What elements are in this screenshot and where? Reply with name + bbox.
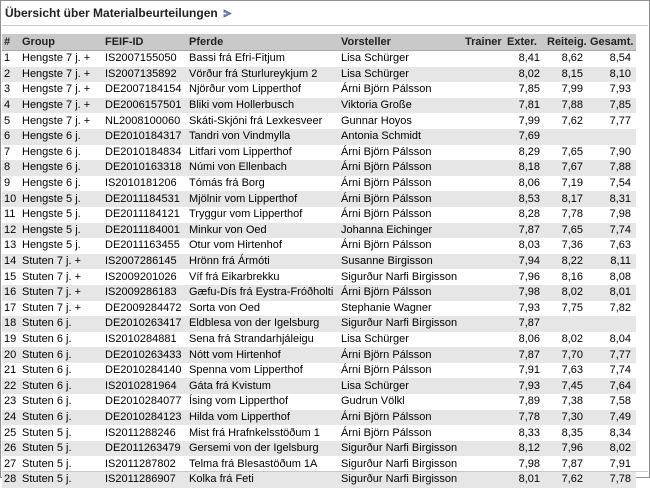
row-feif-id: IS2009286183 bbox=[103, 285, 187, 301]
row-horse-name: Númi von Ellenbach bbox=[187, 160, 339, 176]
row-trainer bbox=[463, 176, 505, 192]
row-trainer bbox=[463, 316, 505, 332]
row-ridden-ability: 8,15 bbox=[545, 67, 588, 83]
row-ridden-ability: 7,67 bbox=[545, 160, 588, 176]
table-row[interactable] bbox=[2, 301, 636, 317]
row-feif-id: IS2010281964 bbox=[103, 378, 187, 394]
row-number: 2 bbox=[2, 67, 20, 83]
row-horse-name: Ísing vom Lipperthof bbox=[187, 394, 339, 410]
row-exterior: 7,96 bbox=[505, 269, 545, 285]
row-horse-name: Hilda vom Lipperthof bbox=[187, 410, 339, 426]
row-total: 7,93 bbox=[588, 82, 636, 98]
row-number: 22 bbox=[2, 378, 20, 394]
table-row[interactable] bbox=[2, 347, 636, 363]
table-row[interactable] bbox=[2, 254, 636, 270]
row-number: 7 bbox=[2, 145, 20, 161]
row-horse-name: Tryggur vom Lipperthof bbox=[187, 207, 339, 223]
row-group: Hengste 5 j. bbox=[20, 238, 103, 254]
column-header-horse[interactable]: Pferde bbox=[187, 34, 339, 51]
table-row[interactable] bbox=[2, 394, 636, 410]
row-exterior: 8,53 bbox=[505, 191, 545, 207]
row-ridden-ability: 7,30 bbox=[545, 410, 588, 426]
row-presenter: Árni Björn Pálsson bbox=[339, 145, 463, 161]
row-ridden-ability: 7,36 bbox=[545, 238, 588, 254]
row-horse-name: Sorta von Oed bbox=[187, 301, 339, 317]
row-presenter: Árni Björn Pálsson bbox=[339, 238, 463, 254]
row-ridden-ability: 7,62 bbox=[545, 472, 588, 488]
row-feif-id: DE2011163455 bbox=[103, 238, 187, 254]
row-horse-name: Tandri von Vindmylla bbox=[187, 129, 339, 145]
row-group: Stuten 7 j. + bbox=[20, 254, 103, 270]
table-row[interactable] bbox=[2, 223, 636, 239]
row-trainer bbox=[463, 363, 505, 379]
column-header-ridden-ability[interactable]: Reiteig. bbox=[545, 34, 588, 51]
row-exterior: 7,69 bbox=[505, 129, 545, 145]
row-number: 5 bbox=[2, 113, 20, 129]
row-group: Stuten 7 j. + bbox=[20, 285, 103, 301]
row-presenter: Sigurður Narfi Birgisson bbox=[339, 456, 463, 472]
row-total: 7,85 bbox=[588, 98, 636, 114]
column-header-number[interactable]: # bbox=[2, 34, 20, 51]
row-horse-name: Skáti-Skjóni frá Lexkesveer bbox=[187, 113, 339, 129]
row-trainer bbox=[463, 269, 505, 285]
row-presenter: Árni Björn Pálsson bbox=[339, 82, 463, 98]
row-number: 18 bbox=[2, 316, 20, 332]
table-header-row bbox=[2, 34, 636, 51]
table-row[interactable] bbox=[2, 176, 636, 192]
row-horse-name: Gæfu-Dís frá Eystra-Fróðholti bbox=[187, 285, 339, 301]
row-horse-name: Víf frá Eikarbrekku bbox=[187, 269, 339, 285]
row-presenter: Johanna Eichinger bbox=[339, 223, 463, 239]
row-ridden-ability: 8,02 bbox=[545, 285, 588, 301]
panel-title: Übersicht über Materialbeurteilungen bbox=[5, 6, 218, 20]
row-horse-name: Tómás frá Borg bbox=[187, 176, 339, 192]
row-trainer bbox=[463, 347, 505, 363]
table-row[interactable] bbox=[2, 285, 636, 301]
row-presenter: Árni Björn Pálsson bbox=[339, 410, 463, 426]
row-group: Stuten 6 j. bbox=[20, 347, 103, 363]
table-row[interactable] bbox=[2, 113, 636, 129]
row-trainer bbox=[463, 472, 505, 488]
row-ridden-ability: 8,62 bbox=[545, 51, 588, 67]
row-feif-id: DE2011184531 bbox=[103, 191, 187, 207]
row-feif-id: DE2010284077 bbox=[103, 394, 187, 410]
column-header-group[interactable]: Group bbox=[20, 34, 103, 51]
row-exterior: 8,41 bbox=[505, 51, 545, 67]
row-horse-name: Gersemi von der Igelsburg bbox=[187, 441, 339, 457]
row-number: 23 bbox=[2, 394, 20, 410]
row-trainer bbox=[463, 378, 505, 394]
table-row[interactable] bbox=[2, 441, 636, 457]
row-group: Hengste 5 j. bbox=[20, 223, 103, 239]
row-presenter: Sigurður Narfi Birgisson bbox=[339, 472, 463, 488]
table-row[interactable] bbox=[2, 363, 636, 379]
results-table bbox=[2, 34, 636, 488]
row-exterior: 8,06 bbox=[505, 176, 545, 192]
row-feif-id: IS2009201026 bbox=[103, 269, 187, 285]
row-exterior: 8,18 bbox=[505, 160, 545, 176]
row-number: 21 bbox=[2, 363, 20, 379]
row-total: 7,82 bbox=[588, 301, 636, 317]
row-presenter: Susanne Birgisson bbox=[339, 254, 463, 270]
row-total: 8,04 bbox=[588, 332, 636, 348]
row-total: 8,34 bbox=[588, 425, 636, 441]
row-group: Stuten 5 j. bbox=[20, 425, 103, 441]
row-trainer bbox=[463, 191, 505, 207]
column-header-trainer[interactable]: Trainer bbox=[463, 34, 505, 51]
row-presenter: Lisa Schürger bbox=[339, 51, 463, 67]
row-total: 7,49 bbox=[588, 410, 636, 426]
row-number: 25 bbox=[2, 425, 20, 441]
row-total: 8,11 bbox=[588, 254, 636, 270]
row-ridden-ability: 7,99 bbox=[545, 82, 588, 98]
row-presenter: Árni Björn Pálsson bbox=[339, 191, 463, 207]
row-group: Hengste 7 j. + bbox=[20, 51, 103, 67]
row-ridden-ability: 7,96 bbox=[545, 441, 588, 457]
row-total: 7,63 bbox=[588, 238, 636, 254]
row-trainer bbox=[463, 441, 505, 457]
row-ridden-ability: 7,19 bbox=[545, 176, 588, 192]
row-total bbox=[588, 129, 636, 145]
row-ridden-ability: 7,62 bbox=[545, 113, 588, 129]
row-number: 27 bbox=[2, 456, 20, 472]
row-presenter: Viktoria Große bbox=[339, 98, 463, 114]
row-horse-name: Otur vom Hirtenhof bbox=[187, 238, 339, 254]
row-number: 1 bbox=[2, 51, 20, 67]
row-number: 12 bbox=[2, 223, 20, 239]
row-ridden-ability: 8,22 bbox=[545, 254, 588, 270]
row-total: 7,88 bbox=[588, 160, 636, 176]
row-exterior: 7,98 bbox=[505, 456, 545, 472]
row-horse-name: Telma frá Blesastöðum 1A bbox=[187, 456, 339, 472]
table-row[interactable] bbox=[2, 145, 636, 161]
table-row[interactable] bbox=[2, 67, 636, 83]
row-number: 9 bbox=[2, 176, 20, 192]
bottom-divider bbox=[2, 471, 648, 472]
row-presenter: Árni Björn Pálsson bbox=[339, 207, 463, 223]
row-group: Hengste 7 j. + bbox=[20, 82, 103, 98]
row-exterior: 7,93 bbox=[505, 378, 545, 394]
row-group: Stuten 5 j. bbox=[20, 441, 103, 457]
row-ridden-ability bbox=[545, 129, 588, 145]
row-group: Hengste 6 j. bbox=[20, 176, 103, 192]
row-exterior: 8,29 bbox=[505, 145, 545, 161]
row-feif-id: IS2007155050 bbox=[103, 51, 187, 67]
row-number: 8 bbox=[2, 160, 20, 176]
row-group: Hengste 5 j. bbox=[20, 207, 103, 223]
row-total: 7,91 bbox=[588, 456, 636, 472]
row-ridden-ability: 7,45 bbox=[545, 378, 588, 394]
table-row[interactable] bbox=[2, 238, 636, 254]
row-total: 7,64 bbox=[588, 378, 636, 394]
table-row[interactable] bbox=[2, 207, 636, 223]
row-exterior: 7,85 bbox=[505, 82, 545, 98]
row-exterior: 7,87 bbox=[505, 223, 545, 239]
row-horse-name: Sena frá Strandarhjáleigu bbox=[187, 332, 339, 348]
row-feif-id: IS2010181206 bbox=[103, 176, 187, 192]
row-exterior: 8,12 bbox=[505, 441, 545, 457]
column-header-feif-id[interactable]: FEIF-ID bbox=[103, 34, 187, 51]
row-group: Stuten 7 j. + bbox=[20, 301, 103, 317]
row-ridden-ability: 7,87 bbox=[545, 456, 588, 472]
row-horse-name: Bassi frá Efri-Fitjum bbox=[187, 51, 339, 67]
row-number: 28 bbox=[2, 472, 20, 488]
row-group: Stuten 5 j. bbox=[20, 472, 103, 488]
row-horse-name: Mist frá Hrafnkelsstöðum 1 bbox=[187, 425, 339, 441]
row-presenter: Gudrun Völkl bbox=[339, 394, 463, 410]
table-row[interactable] bbox=[2, 98, 636, 114]
row-number: 16 bbox=[2, 285, 20, 301]
column-header-presenter[interactable]: Vorsteller bbox=[339, 34, 463, 51]
row-ridden-ability: 8,17 bbox=[545, 191, 588, 207]
row-trainer bbox=[463, 98, 505, 114]
row-exterior: 8,06 bbox=[505, 332, 545, 348]
row-total: 7,58 bbox=[588, 394, 636, 410]
row-trainer bbox=[463, 67, 505, 83]
row-total: 7,54 bbox=[588, 176, 636, 192]
row-exterior: 8,01 bbox=[505, 472, 545, 488]
row-feif-id: DE2010163318 bbox=[103, 160, 187, 176]
table-row[interactable] bbox=[2, 332, 636, 348]
row-ridden-ability: 8,35 bbox=[545, 425, 588, 441]
row-trainer bbox=[463, 223, 505, 239]
row-trainer bbox=[463, 51, 505, 67]
table-row[interactable] bbox=[2, 82, 636, 98]
expand-arrow-icon[interactable] bbox=[223, 9, 233, 18]
row-presenter: Sigurður Narfi Birgisson bbox=[339, 269, 463, 285]
row-horse-name: Minkur von Oed bbox=[187, 223, 339, 239]
row-exterior: 7,78 bbox=[505, 410, 545, 426]
row-exterior: 8,02 bbox=[505, 67, 545, 83]
row-trainer bbox=[463, 254, 505, 270]
row-feif-id: IS2011286907 bbox=[103, 472, 187, 488]
row-presenter: Árni Björn Pálsson bbox=[339, 176, 463, 192]
row-horse-name: Vörður frá Sturlureykjum 2 bbox=[187, 67, 339, 83]
row-number: 17 bbox=[2, 301, 20, 317]
row-exterior: 7,81 bbox=[505, 98, 545, 114]
row-exterior: 7,89 bbox=[505, 394, 545, 410]
row-total: 8,02 bbox=[588, 441, 636, 457]
column-header-exterior[interactable]: Exter. bbox=[505, 34, 545, 51]
row-exterior: 7,91 bbox=[505, 363, 545, 379]
row-trainer bbox=[463, 456, 505, 472]
table-row[interactable] bbox=[2, 160, 636, 176]
row-presenter: Árni Björn Pálsson bbox=[339, 425, 463, 441]
table-row[interactable] bbox=[2, 316, 636, 332]
row-presenter: Árni Björn Pálsson bbox=[339, 285, 463, 301]
row-feif-id: IS2011287802 bbox=[103, 456, 187, 472]
row-ridden-ability: 8,02 bbox=[545, 332, 588, 348]
row-total: 7,98 bbox=[588, 207, 636, 223]
row-feif-id: DE2011184121 bbox=[103, 207, 187, 223]
row-exterior: 7,87 bbox=[505, 316, 545, 332]
title-divider bbox=[2, 25, 648, 26]
row-presenter: Lisa Schürger bbox=[339, 378, 463, 394]
row-trainer bbox=[463, 238, 505, 254]
row-feif-id: NL2008100060 bbox=[103, 113, 187, 129]
row-trainer bbox=[463, 332, 505, 348]
row-total: 7,77 bbox=[588, 113, 636, 129]
row-trainer bbox=[463, 394, 505, 410]
table-row[interactable] bbox=[2, 269, 636, 285]
row-trainer bbox=[463, 301, 505, 317]
row-total: 7,74 bbox=[588, 223, 636, 239]
row-total: 7,77 bbox=[588, 347, 636, 363]
row-trainer bbox=[463, 207, 505, 223]
row-feif-id: DE2007184154 bbox=[103, 82, 187, 98]
row-feif-id: IS2010284881 bbox=[103, 332, 187, 348]
row-feif-id: DE2010284140 bbox=[103, 363, 187, 379]
row-total: 8,54 bbox=[588, 51, 636, 67]
row-exterior: 7,93 bbox=[505, 301, 545, 317]
row-group: Stuten 6 j. bbox=[20, 394, 103, 410]
row-number: 20 bbox=[2, 347, 20, 363]
row-presenter: Árni Björn Pálsson bbox=[339, 363, 463, 379]
row-feif-id: IS2007286145 bbox=[103, 254, 187, 270]
row-feif-id: DE2006157501 bbox=[103, 98, 187, 114]
row-group: Stuten 7 j. + bbox=[20, 269, 103, 285]
row-trainer bbox=[463, 425, 505, 441]
row-horse-name: Gáta frá Kvistum bbox=[187, 378, 339, 394]
row-group: Hengste 7 j. + bbox=[20, 98, 103, 114]
row-number: 13 bbox=[2, 238, 20, 254]
row-total: 7,90 bbox=[588, 145, 636, 161]
row-trainer bbox=[463, 285, 505, 301]
row-group: Hengste 6 j. bbox=[20, 145, 103, 161]
row-total: 7,74 bbox=[588, 363, 636, 379]
row-presenter: Sigurður Narfi Birgisson bbox=[339, 316, 463, 332]
row-total: 8,01 bbox=[588, 285, 636, 301]
row-presenter: Árni Björn Pálsson bbox=[339, 160, 463, 176]
table-row[interactable] bbox=[2, 129, 636, 145]
table-row[interactable] bbox=[2, 425, 636, 441]
row-presenter: Lisa Schürger bbox=[339, 67, 463, 83]
row-group: Stuten 6 j. bbox=[20, 363, 103, 379]
row-ridden-ability: 7,70 bbox=[545, 347, 588, 363]
row-trainer bbox=[463, 160, 505, 176]
row-number: 4 bbox=[2, 98, 20, 114]
row-trainer bbox=[463, 410, 505, 426]
row-feif-id: IS2007135892 bbox=[103, 67, 187, 83]
row-presenter: Lisa Schürger bbox=[339, 332, 463, 348]
row-group: Hengste 7 j. + bbox=[20, 67, 103, 83]
row-group: Stuten 6 j. bbox=[20, 410, 103, 426]
row-trainer bbox=[463, 145, 505, 161]
table-row[interactable] bbox=[2, 51, 636, 67]
row-exterior: 7,99 bbox=[505, 113, 545, 129]
results-table-container bbox=[2, 34, 648, 488]
table-row[interactable] bbox=[2, 378, 636, 394]
row-exterior: 8,33 bbox=[505, 425, 545, 441]
row-presenter: Gunnar Hoyos bbox=[339, 113, 463, 129]
row-feif-id: DE2010184834 bbox=[103, 145, 187, 161]
row-exterior: 7,87 bbox=[505, 347, 545, 363]
row-feif-id: DE2011184001 bbox=[103, 223, 187, 239]
row-ridden-ability bbox=[545, 316, 588, 332]
row-number: 24 bbox=[2, 410, 20, 426]
row-group: Stuten 6 j. bbox=[20, 332, 103, 348]
row-total: 7,78 bbox=[588, 472, 636, 488]
row-number: 11 bbox=[2, 207, 20, 223]
row-feif-id: DE2010284123 bbox=[103, 410, 187, 426]
row-exterior: 8,28 bbox=[505, 207, 545, 223]
row-feif-id: IS2011288246 bbox=[103, 425, 187, 441]
row-number: 15 bbox=[2, 269, 20, 285]
row-group: Hengste 5 j. bbox=[20, 191, 103, 207]
row-exterior: 7,98 bbox=[505, 285, 545, 301]
table-row[interactable] bbox=[2, 410, 636, 426]
row-horse-name: Eldblesa von der Igelsburg bbox=[187, 316, 339, 332]
row-number: 10 bbox=[2, 191, 20, 207]
row-group: Stuten 6 j. bbox=[20, 316, 103, 332]
row-exterior: 8,03 bbox=[505, 238, 545, 254]
row-feif-id: DE2010263417 bbox=[103, 316, 187, 332]
row-horse-name: Bliki vom Hollerbusch bbox=[187, 98, 339, 114]
row-number: 14 bbox=[2, 254, 20, 270]
row-total: 8,31 bbox=[588, 191, 636, 207]
row-horse-name: Litfari vom Lipperthof bbox=[187, 145, 339, 161]
row-feif-id: DE2009284472 bbox=[103, 301, 187, 317]
row-number: 26 bbox=[2, 441, 20, 457]
row-ridden-ability: 7,78 bbox=[545, 207, 588, 223]
row-ridden-ability: 7,65 bbox=[545, 223, 588, 239]
row-total: 8,10 bbox=[588, 67, 636, 83]
row-horse-name: Spenna vom Lipperthof bbox=[187, 363, 339, 379]
table-row[interactable] bbox=[2, 191, 636, 207]
table-row[interactable] bbox=[2, 456, 636, 472]
column-header-total[interactable]: Gesamt. bbox=[588, 34, 636, 51]
row-horse-name: Njörður vom Lipperthof bbox=[187, 82, 339, 98]
row-presenter: Antonia Schmidt bbox=[339, 129, 463, 145]
row-feif-id: DE2011263479 bbox=[103, 441, 187, 457]
panel-header bbox=[2, 2, 648, 24]
row-ridden-ability: 8,16 bbox=[545, 269, 588, 285]
row-group: Stuten 6 j. bbox=[20, 378, 103, 394]
row-horse-name: Nótt vom Hirtenhof bbox=[187, 347, 339, 363]
row-horse-name: Hrönn frá Ármóti bbox=[187, 254, 339, 270]
row-horse-name: Mjölnir vom Lipperthof bbox=[187, 191, 339, 207]
row-total: 8,08 bbox=[588, 269, 636, 285]
row-group: Hengste 6 j. bbox=[20, 160, 103, 176]
row-presenter: Stephanie Wagner bbox=[339, 301, 463, 317]
row-group: Hengste 7 j. + bbox=[20, 113, 103, 129]
row-group: Stuten 5 j. bbox=[20, 456, 103, 472]
row-number: 6 bbox=[2, 129, 20, 145]
row-horse-name: Kolka frá Feti bbox=[187, 472, 339, 488]
row-ridden-ability: 7,65 bbox=[545, 145, 588, 161]
row-trainer bbox=[463, 129, 505, 145]
row-ridden-ability: 7,63 bbox=[545, 363, 588, 379]
row-trainer bbox=[463, 113, 505, 129]
row-trainer bbox=[463, 82, 505, 98]
row-group: Hengste 6 j. bbox=[20, 129, 103, 145]
row-presenter: Sigurður Narfi Birgisson bbox=[339, 441, 463, 457]
row-exterior: 7,94 bbox=[505, 254, 545, 270]
row-presenter: Árni Björn Pálsson bbox=[339, 347, 463, 363]
row-total bbox=[588, 316, 636, 332]
row-ridden-ability: 7,75 bbox=[545, 301, 588, 317]
row-feif-id: DE2010184317 bbox=[103, 129, 187, 145]
row-feif-id: DE2010263433 bbox=[103, 347, 187, 363]
row-ridden-ability: 7,38 bbox=[545, 394, 588, 410]
row-number: 19 bbox=[2, 332, 20, 348]
row-ridden-ability: 7,88 bbox=[545, 98, 588, 114]
table-row[interactable] bbox=[2, 472, 636, 488]
row-number: 3 bbox=[2, 82, 20, 98]
